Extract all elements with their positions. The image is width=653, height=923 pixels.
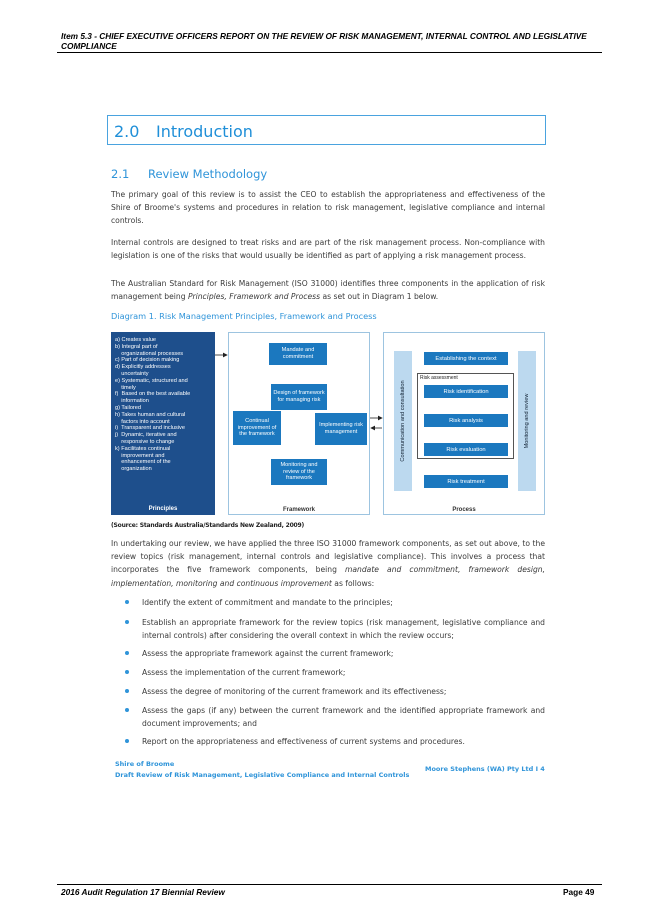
subsection-number: 2.1 (111, 167, 130, 181)
framework-mandate-box: Mandate and commitment (269, 343, 327, 365)
footer-firm: Moore Stephens (WA) Pty Ltd I 4 (425, 765, 545, 773)
paragraph-internal-controls: Internal controls are designed to treat risks and are part of the risk management process. Non-compliance with legislation is one of the risks that would usually be identified as part of applying a risk management process. (111, 238, 545, 261)
footer-doc-title: Draft Review of Risk Management, Legislative Compliance and Internal Controls (115, 771, 410, 779)
principle-item: responsive to change (115, 438, 175, 445)
principle-item: c) Part of decision making (115, 357, 180, 364)
section-title: Introduction (156, 122, 253, 141)
subsection-heading (111, 167, 267, 181)
principle-item: e) Systematic, structured and (115, 377, 188, 384)
principle-item: d) Explicitly addresses (115, 364, 171, 371)
bullet-icon (125, 708, 129, 712)
principle-item: j) Dynamic, iterative and (115, 432, 177, 439)
page-number: Page 49 (563, 887, 595, 897)
principle-item: b) Integral part of (115, 343, 158, 350)
list-item: Report on the appropriateness and effectiveness of current systems and procedures. (111, 735, 545, 748)
risk-assessment-label: Risk assessment (420, 375, 458, 381)
principle-item: g) Tailored (115, 404, 142, 411)
principle-item: a) Creates value (115, 337, 157, 343)
list-item: Assess the appropriate framework against the current framework; (111, 647, 545, 660)
list-item: Assess the gaps (if any) between the current framework and the identified appropriate framework and document improvements; and (111, 704, 545, 730)
process-evaluation-box: Risk evaluation (424, 443, 508, 456)
document-footer-left (115, 759, 409, 781)
framework-continual-box: Continual improvement of the framework (233, 411, 281, 445)
communication-label: Communication and consultation (400, 380, 406, 462)
process-treatment-box: Risk treatment (424, 475, 508, 488)
principle-item: organizational processes (115, 350, 184, 357)
process-panel (383, 332, 545, 515)
agenda-item-title: Item 5.3 - CHIEF EXECUTIVE OFFICERS REPORT ON THE REVIEW OF RISK MANAGEMENT, INTERNAL CONTROL AND LEGISLATIVE COMPLIANCE (61, 31, 587, 51)
bullet-icon (125, 651, 129, 655)
principle-item: factors into account (115, 418, 170, 425)
principle-item: uncertainty (115, 370, 149, 377)
risk-management-diagram (111, 328, 548, 516)
list-item: Assess the degree of monitoring of the current framework and its effectiveness; (111, 685, 545, 698)
footer-divider (57, 884, 602, 885)
communication-bar (394, 351, 412, 491)
principle-item: organization (115, 466, 152, 473)
bullet-icon (125, 620, 129, 624)
process-analysis-box: Risk analysis (424, 414, 508, 427)
footer-org: Shire of Broome (115, 760, 175, 768)
principle-item: k) Facilitates continual (115, 445, 171, 452)
principles-label: Principles (148, 506, 178, 513)
header-divider (57, 52, 602, 53)
principle-item: h) Takes human and cultural (115, 411, 186, 418)
process-context-box: Establishing the context (424, 352, 508, 365)
framework-monitoring-box: Monitoring and review of the framework (271, 459, 327, 485)
list-item: Establish an appropriate framework for the review topics (risk management, legislative compliance and internal controls) after considering the overall context in which the review occurs; (111, 616, 545, 642)
list-item: Identify the extent of commitment and mandate to the principles; (111, 596, 545, 609)
paragraph-review-approach: In undertaking our review, we have applied the three ISO 31000 framework components, as set out above, to the review topics (risk management, internal controls and legislative compliance). This involves a process that incorporates the five framework components, being mandate and commitment, framework design, implementation, monitoring and continuous improvement as follows: (111, 539, 545, 588)
principle-item: enhancement of the (115, 459, 171, 466)
diagram-caption: Diagram 1. Risk Management Principles, Framework and Process (111, 311, 377, 321)
principle-item: timely (115, 384, 136, 391)
page-footer-title: 2016 Audit Regulation 17 Biennial Review (61, 887, 225, 897)
framework-label: Framework (282, 507, 315, 513)
diagram-source: (Source: Standards Australia/Standards New Zealand, 2009) (111, 522, 305, 529)
monitoring-label: Monitoring and review (524, 393, 530, 449)
bullet-icon (125, 739, 129, 743)
framework-panel (228, 332, 370, 515)
principle-item: information (115, 398, 149, 405)
framework-implementing-box: Implementing risk management (315, 413, 367, 445)
paragraph-goal: The primary goal of this review is to assist the CEO to establish the appropriateness and effectiveness of the Shire of Broome's systems and procedures in relation to risk management, legislative compliance and internal controls. (111, 190, 545, 226)
principle-item: improvement and (115, 452, 165, 459)
bullet-icon (125, 670, 129, 674)
subsection-title: Review Methodology (148, 167, 268, 181)
bullet-icon (125, 689, 129, 693)
section-heading-box (107, 115, 546, 145)
list-item: Assess the implementation of the current framework; (111, 666, 545, 679)
principle-item: f) Based on the best available (115, 391, 191, 398)
bullet-icon (125, 600, 129, 604)
monitoring-bar (518, 351, 536, 491)
process-label: Process (452, 507, 476, 513)
framework-design-box: Design of framework for managing risk (271, 384, 327, 410)
process-identification-box: Risk identification (424, 385, 508, 398)
principle-item: i) Transparent and inclusive (115, 425, 185, 432)
section-number: 2.0 (114, 122, 140, 141)
paragraph-iso-standard: The Australian Standard for Risk Management (ISO 31000) identifies three components in the application of risk management being Principles, Framework and Process as set out in Diagram 1 below. (111, 279, 545, 302)
